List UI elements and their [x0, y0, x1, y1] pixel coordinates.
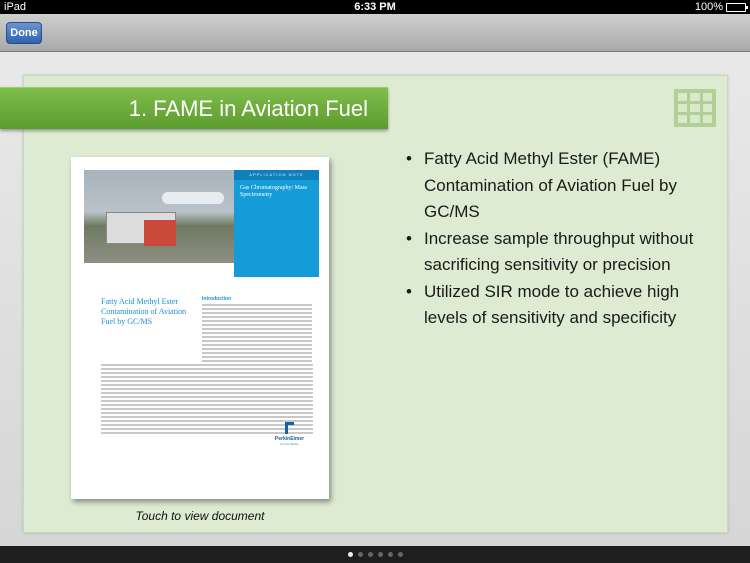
page-dot[interactable] — [378, 552, 383, 557]
bullet-item: • Increase sample throughput without sacrificing sensitivity or precision — [404, 226, 704, 279]
cover-panel — [234, 170, 319, 277]
done-button[interactable]: Done — [6, 22, 42, 44]
truck-cab-shape — [144, 220, 176, 246]
battery-percent: 100% — [694, 1, 723, 13]
introduction-label: Introduction — [202, 296, 232, 302]
perkinelmer-logo: PerkinElmer For the Better — [267, 422, 312, 446]
bullet-list — [404, 146, 704, 332]
page-dot[interactable] — [388, 552, 393, 557]
slide-title: 1. FAME in Aviation Fuel — [128, 96, 368, 121]
document-thumbnail[interactable] — [71, 157, 329, 499]
introduction-column — [202, 296, 312, 362]
logo-mark-icon — [285, 422, 294, 434]
grid-view-icon[interactable] — [674, 89, 716, 127]
page-control[interactable] — [0, 546, 750, 563]
page-dot[interactable] — [368, 552, 373, 557]
airplane-shape — [162, 192, 224, 204]
application-note-label: APPLICATION NOTE — [234, 170, 319, 180]
bullet-item: • Fatty Acid Methyl Ester (FAME) Contamination of Aviation Fuel by GC/MS — [404, 146, 704, 226]
cover-photo — [84, 170, 234, 263]
document-caption[interactable]: Touch to view document — [135, 509, 265, 523]
page-dot[interactable] — [358, 552, 363, 557]
bullet-item: • Utilized SIR mode to achieve high levels of sensitivity and specificity — [404, 279, 704, 332]
title-banner — [0, 87, 388, 129]
document-heading: Fatty Acid Methyl Ester Contamination of Aviation Fuel by GC/MS — [101, 297, 187, 326]
navigation-bar — [0, 14, 750, 52]
battery-status — [695, 1, 746, 13]
page-dot[interactable] — [398, 552, 403, 557]
page-dot[interactable] — [348, 552, 353, 557]
device-name: iPad — [4, 1, 27, 13]
technique-label: Gas Chromatography/ Mass Spectrometry — [240, 185, 308, 198]
status-time: 6:33 PM — [354, 1, 396, 13]
status-bar — [0, 0, 750, 14]
battery-icon — [726, 3, 746, 12]
